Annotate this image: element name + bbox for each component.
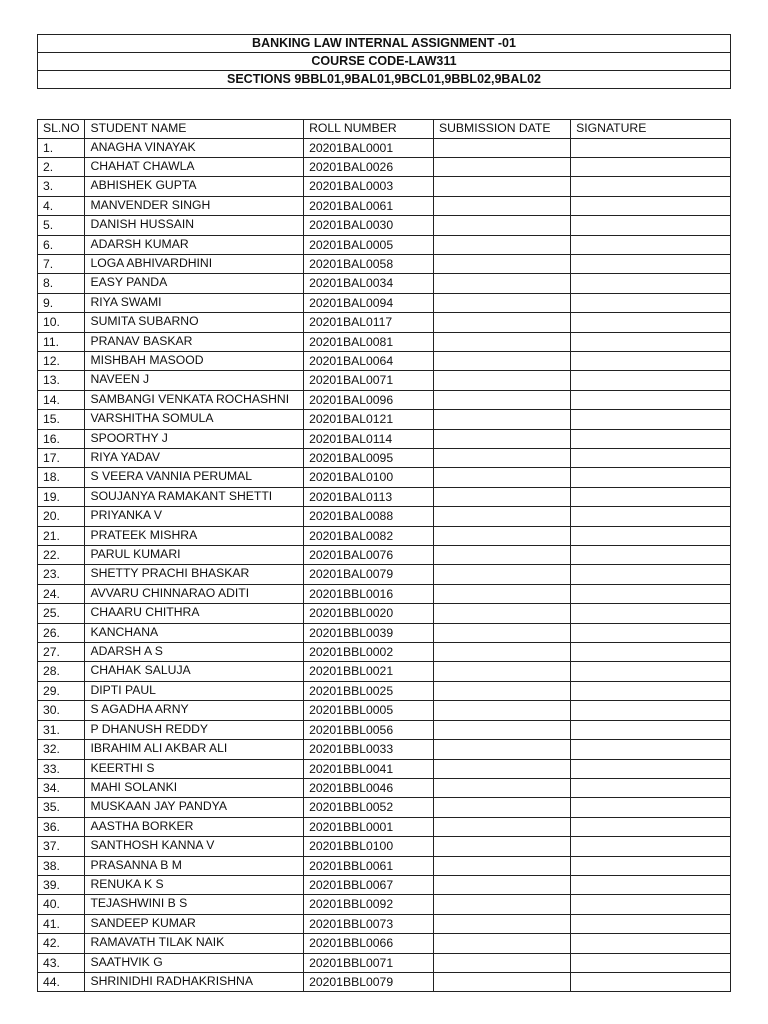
row-signature-cell (571, 351, 731, 370)
row-student-name: SANTHOSH KANNA V (85, 837, 304, 856)
row-roll-number: 20201BAL0117 (304, 313, 434, 332)
row-roll-number: 20201BBL0033 (304, 740, 434, 759)
row-slno: 18. (38, 468, 85, 487)
column-header-student-name: STUDENT NAME (85, 120, 304, 139)
row-student-name: ADARSH KUMAR (85, 235, 304, 254)
row-slno: 28. (38, 662, 85, 681)
row-roll-number: 20201BBL0056 (304, 720, 434, 739)
row-signature-cell (571, 546, 731, 565)
row-slno: 36. (38, 817, 85, 836)
row-submission-date-cell (434, 235, 571, 254)
row-student-name: CHAARU CHITHRA (85, 604, 304, 623)
row-roll-number: 20201BAL0061 (304, 196, 434, 215)
table-row (38, 487, 731, 506)
row-slno: 40. (38, 895, 85, 914)
row-submission-date-cell (434, 604, 571, 623)
row-signature-cell (571, 216, 731, 235)
row-submission-date-cell (434, 643, 571, 662)
row-submission-date-cell (434, 914, 571, 933)
row-roll-number: 20201BBL0005 (304, 701, 434, 720)
row-signature-cell (571, 701, 731, 720)
table-row (38, 526, 731, 545)
row-slno: 30. (38, 701, 85, 720)
row-signature-cell (571, 604, 731, 623)
row-submission-date-cell (434, 623, 571, 642)
row-student-name: CHAHAK SALUJA (85, 662, 304, 681)
table-row (38, 837, 731, 856)
row-signature-cell (571, 895, 731, 914)
row-submission-date-cell (434, 293, 571, 312)
row-roll-number: 20201BBL0020 (304, 604, 434, 623)
row-student-name: SOUJANYA RAMAKANT SHETTI (85, 487, 304, 506)
row-roll-number: 20201BAL0113 (304, 487, 434, 506)
row-signature-cell (571, 196, 731, 215)
row-signature-cell (571, 390, 731, 409)
row-slno: 10. (38, 313, 85, 332)
row-submission-date-cell (434, 584, 571, 603)
table-row (38, 623, 731, 642)
sections-line: SECTIONS 9BBL01,9BAL01,9BCL01,9BBL02,9BAL02 (38, 71, 731, 89)
row-signature-cell (571, 759, 731, 778)
row-slno: 24. (38, 584, 85, 603)
row-submission-date-cell (434, 449, 571, 468)
row-student-name: PRASANNA B M (85, 856, 304, 875)
row-roll-number: 20201BBL0021 (304, 662, 434, 681)
row-slno: 27. (38, 643, 85, 662)
row-submission-date-cell (434, 390, 571, 409)
table-row (38, 720, 731, 739)
row-submission-date-cell (434, 313, 571, 332)
row-slno: 43. (38, 953, 85, 972)
row-student-name: PRIYANKA V (85, 507, 304, 526)
row-signature-cell (571, 740, 731, 759)
row-signature-cell (571, 584, 731, 603)
table-row (38, 565, 731, 584)
row-student-name: RAMAVATH TILAK NAIK (85, 934, 304, 953)
row-signature-cell (571, 235, 731, 254)
row-slno: 15. (38, 410, 85, 429)
table-row (38, 759, 731, 778)
row-submission-date-cell (434, 972, 571, 991)
row-submission-date-cell (434, 468, 571, 487)
row-student-name: AASTHA BORKER (85, 817, 304, 836)
row-roll-number: 20201BBL0071 (304, 953, 434, 972)
row-student-name: MUSKAAN JAY PANDYA (85, 798, 304, 817)
row-student-name: MISHBAH MASOOD (85, 351, 304, 370)
row-roll-number: 20201BBL0052 (304, 798, 434, 817)
row-roll-number: 20201BBL0100 (304, 837, 434, 856)
row-student-name: SUMITA SUBARNO (85, 313, 304, 332)
row-roll-number: 20201BAL0001 (304, 138, 434, 157)
row-submission-date-cell (434, 565, 571, 584)
row-submission-date-cell (434, 526, 571, 545)
row-signature-cell (571, 856, 731, 875)
table-row (38, 701, 731, 720)
table-row (38, 429, 731, 448)
column-header-signature: SIGNATURE (571, 120, 731, 139)
row-submission-date-cell (434, 196, 571, 215)
table-row (38, 662, 731, 681)
table-row (38, 817, 731, 836)
row-submission-date-cell (434, 662, 571, 681)
row-signature-cell (571, 914, 731, 933)
row-slno: 2. (38, 157, 85, 176)
table-row (38, 895, 731, 914)
row-student-name: RENUKA K S (85, 875, 304, 894)
row-signature-cell (571, 293, 731, 312)
row-signature-cell (571, 177, 731, 196)
row-submission-date-cell (434, 138, 571, 157)
row-slno: 13. (38, 371, 85, 390)
row-roll-number: 20201BBL0067 (304, 875, 434, 894)
row-slno: 9. (38, 293, 85, 312)
table-row (38, 254, 731, 273)
column-header-submission-date: SUBMISSION DATE (434, 120, 571, 139)
row-roll-number: 20201BAL0082 (304, 526, 434, 545)
row-student-name: CHAHAT CHAWLA (85, 157, 304, 176)
row-signature-cell (571, 623, 731, 642)
row-signature-cell (571, 837, 731, 856)
row-roll-number: 20201BBL0079 (304, 972, 434, 991)
row-slno: 20. (38, 507, 85, 526)
row-submission-date-cell (434, 895, 571, 914)
assignment-title: BANKING LAW INTERNAL ASSIGNMENT -01 (38, 35, 731, 53)
table-row (38, 643, 731, 662)
row-student-name: AVVARU CHINNARAO ADITI (85, 584, 304, 603)
course-code: COURSE CODE-LAW311 (38, 53, 731, 71)
row-signature-cell (571, 274, 731, 293)
row-submission-date-cell (434, 681, 571, 700)
row-signature-cell (571, 487, 731, 506)
table-row (38, 856, 731, 875)
row-slno: 3. (38, 177, 85, 196)
row-slno: 14. (38, 390, 85, 409)
row-slno: 7. (38, 254, 85, 273)
row-roll-number: 20201BAL0003 (304, 177, 434, 196)
row-slno: 21. (38, 526, 85, 545)
row-student-name: P DHANUSH REDDY (85, 720, 304, 739)
row-student-name: SHRINIDHI RADHAKRISHNA (85, 972, 304, 991)
row-submission-date-cell (434, 332, 571, 351)
row-submission-date-cell (434, 953, 571, 972)
table-row (38, 778, 731, 797)
row-student-name: SAMBANGI VENKATA ROCHASHNI (85, 390, 304, 409)
row-slno: 5. (38, 216, 85, 235)
row-slno: 12. (38, 351, 85, 370)
row-submission-date-cell (434, 934, 571, 953)
row-roll-number: 20201BBL0039 (304, 623, 434, 642)
row-student-name: VARSHITHA SOMULA (85, 410, 304, 429)
row-submission-date-cell (434, 701, 571, 720)
row-student-name: LOGA ABHIVARDHINI (85, 254, 304, 273)
row-slno: 44. (38, 972, 85, 991)
table-row (38, 507, 731, 526)
row-student-name: MANVENDER SINGH (85, 196, 304, 215)
row-signature-cell (571, 778, 731, 797)
row-student-name: EASY PANDA (85, 274, 304, 293)
row-slno: 41. (38, 914, 85, 933)
row-submission-date-cell (434, 817, 571, 836)
row-slno: 37. (38, 837, 85, 856)
row-roll-number: 20201BAL0081 (304, 332, 434, 351)
row-roll-number: 20201BBL0092 (304, 895, 434, 914)
row-student-name: PRATEEK MISHRA (85, 526, 304, 545)
row-slno: 1. (38, 138, 85, 157)
row-slno: 39. (38, 875, 85, 894)
table-row (38, 546, 731, 565)
table-row (38, 449, 731, 468)
row-submission-date-cell (434, 177, 571, 196)
row-roll-number: 20201BBL0002 (304, 643, 434, 662)
header-row-title (38, 35, 731, 53)
roster-body (38, 138, 731, 992)
row-submission-date-cell (434, 274, 571, 293)
row-slno: 32. (38, 740, 85, 759)
row-signature-cell (571, 972, 731, 991)
row-submission-date-cell (434, 410, 571, 429)
table-row (38, 293, 731, 312)
row-slno: 31. (38, 720, 85, 739)
row-roll-number: 20201BBL0016 (304, 584, 434, 603)
header-row-course (38, 53, 731, 71)
table-row (38, 410, 731, 429)
row-student-name: RIYA YADAV (85, 449, 304, 468)
row-roll-number: 20201BBL0025 (304, 681, 434, 700)
row-student-name: ADARSH A S (85, 643, 304, 662)
row-student-name: KEERTHI S (85, 759, 304, 778)
row-slno: 29. (38, 681, 85, 700)
row-slno: 34. (38, 778, 85, 797)
row-student-name: SHETTY PRACHI BHASKAR (85, 565, 304, 584)
row-student-name: PRANAV BASKAR (85, 332, 304, 351)
row-student-name: SPOORTHY J (85, 429, 304, 448)
table-row (38, 177, 731, 196)
table-row (38, 953, 731, 972)
row-submission-date-cell (434, 720, 571, 739)
row-student-name: ABHISHEK GUPTA (85, 177, 304, 196)
row-roll-number: 20201BBL0061 (304, 856, 434, 875)
row-roll-number: 20201BAL0005 (304, 235, 434, 254)
row-submission-date-cell (434, 778, 571, 797)
row-roll-number: 20201BBL0041 (304, 759, 434, 778)
row-signature-cell (571, 720, 731, 739)
row-signature-cell (571, 468, 731, 487)
row-signature-cell (571, 681, 731, 700)
row-signature-cell (571, 798, 731, 817)
row-slno: 17. (38, 449, 85, 468)
row-signature-cell (571, 138, 731, 157)
row-student-name: KANCHANA (85, 623, 304, 642)
row-signature-cell (571, 313, 731, 332)
table-row (38, 604, 731, 623)
row-signature-cell (571, 565, 731, 584)
table-row (38, 351, 731, 370)
row-signature-cell (571, 429, 731, 448)
table-row (38, 235, 731, 254)
row-submission-date-cell (434, 507, 571, 526)
row-roll-number: 20201BBL0066 (304, 934, 434, 953)
table-row (38, 681, 731, 700)
table-row (38, 332, 731, 351)
row-roll-number: 20201BAL0058 (304, 254, 434, 273)
row-roll-number: 20201BAL0026 (304, 157, 434, 176)
row-student-name: TEJASHWINI B S (85, 895, 304, 914)
row-signature-cell (571, 449, 731, 468)
table-row (38, 798, 731, 817)
row-student-name: SAATHVIK G (85, 953, 304, 972)
row-student-name: PARUL KUMARI (85, 546, 304, 565)
table-row (38, 875, 731, 894)
row-slno: 25. (38, 604, 85, 623)
row-slno: 22. (38, 546, 85, 565)
table-row (38, 274, 731, 293)
row-submission-date-cell (434, 371, 571, 390)
row-roll-number: 20201BBL0046 (304, 778, 434, 797)
row-submission-date-cell (434, 157, 571, 176)
row-submission-date-cell (434, 487, 571, 506)
assignment-header (37, 34, 731, 89)
row-student-name: S AGADHA ARNY (85, 701, 304, 720)
row-slno: 16. (38, 429, 85, 448)
row-slno: 11. (38, 332, 85, 351)
table-row (38, 584, 731, 603)
row-signature-cell (571, 157, 731, 176)
row-student-name: DANISH HUSSAIN (85, 216, 304, 235)
row-signature-cell (571, 934, 731, 953)
row-signature-cell (571, 643, 731, 662)
row-signature-cell (571, 817, 731, 836)
row-signature-cell (571, 526, 731, 545)
table-row (38, 972, 731, 991)
table-row (38, 216, 731, 235)
table-row (38, 371, 731, 390)
row-roll-number: 20201BAL0088 (304, 507, 434, 526)
row-slno: 26. (38, 623, 85, 642)
row-student-name: S VEERA VANNIA PERUMAL (85, 468, 304, 487)
row-student-name: DIPTI PAUL (85, 681, 304, 700)
row-slno: 8. (38, 274, 85, 293)
row-signature-cell (571, 507, 731, 526)
column-header-roll-number: ROLL NUMBER (304, 120, 434, 139)
row-signature-cell (571, 875, 731, 894)
row-roll-number: 20201BAL0121 (304, 410, 434, 429)
row-student-name: IBRAHIM ALI AKBAR ALI (85, 740, 304, 759)
row-submission-date-cell (434, 837, 571, 856)
row-roll-number: 20201BAL0100 (304, 468, 434, 487)
row-signature-cell (571, 332, 731, 351)
row-signature-cell (571, 410, 731, 429)
row-signature-cell (571, 254, 731, 273)
row-submission-date-cell (434, 216, 571, 235)
table-header-row (38, 120, 731, 139)
table-row (38, 934, 731, 953)
table-row (38, 468, 731, 487)
header-row-sections (38, 71, 731, 89)
row-submission-date-cell (434, 351, 571, 370)
row-submission-date-cell (434, 429, 571, 448)
row-slno: 23. (38, 565, 85, 584)
row-submission-date-cell (434, 798, 571, 817)
row-slno: 42. (38, 934, 85, 953)
row-student-name: NAVEEN J (85, 371, 304, 390)
row-signature-cell (571, 953, 731, 972)
table-row (38, 390, 731, 409)
table-row (38, 157, 731, 176)
row-submission-date-cell (434, 546, 571, 565)
row-signature-cell (571, 371, 731, 390)
row-student-name: MAHI SOLANKI (85, 778, 304, 797)
column-header-slno: SL.NO (38, 120, 85, 139)
student-roster-table (37, 119, 731, 992)
row-student-name: SANDEEP KUMAR (85, 914, 304, 933)
row-roll-number: 20201BAL0094 (304, 293, 434, 312)
table-row (38, 914, 731, 933)
table-row (38, 138, 731, 157)
table-row (38, 313, 731, 332)
row-slno: 4. (38, 196, 85, 215)
row-submission-date-cell (434, 740, 571, 759)
table-row (38, 740, 731, 759)
row-roll-number: 20201BAL0076 (304, 546, 434, 565)
row-submission-date-cell (434, 875, 571, 894)
row-roll-number: 20201BAL0064 (304, 351, 434, 370)
row-slno: 19. (38, 487, 85, 506)
row-submission-date-cell (434, 759, 571, 778)
row-slno: 33. (38, 759, 85, 778)
row-roll-number: 20201BAL0071 (304, 371, 434, 390)
row-student-name: RIYA SWAMI (85, 293, 304, 312)
row-roll-number: 20201BAL0095 (304, 449, 434, 468)
row-roll-number: 20201BAL0034 (304, 274, 434, 293)
row-roll-number: 20201BAL0096 (304, 390, 434, 409)
row-roll-number: 20201BAL0030 (304, 216, 434, 235)
row-roll-number: 20201BAL0114 (304, 429, 434, 448)
row-slno: 38. (38, 856, 85, 875)
row-roll-number: 20201BBL0001 (304, 817, 434, 836)
row-slno: 35. (38, 798, 85, 817)
row-student-name: ANAGHA VINAYAK (85, 138, 304, 157)
table-row (38, 196, 731, 215)
row-submission-date-cell (434, 254, 571, 273)
row-submission-date-cell (434, 856, 571, 875)
row-slno: 6. (38, 235, 85, 254)
row-roll-number: 20201BAL0079 (304, 565, 434, 584)
row-signature-cell (571, 662, 731, 681)
row-roll-number: 20201BBL0073 (304, 914, 434, 933)
